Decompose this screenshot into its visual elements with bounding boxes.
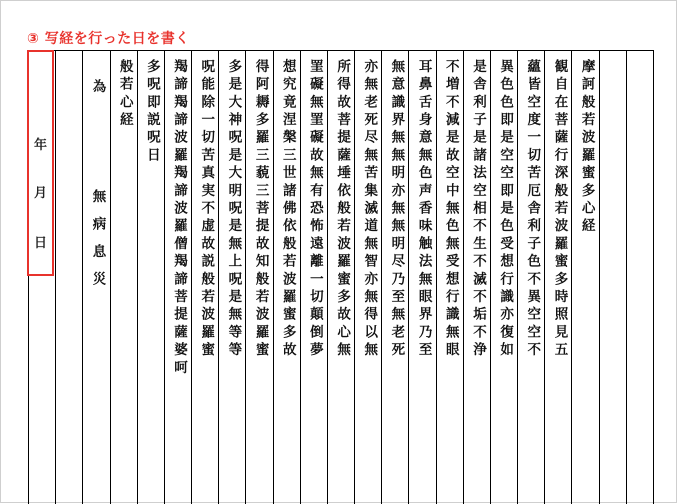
column-text: 観自在菩薩行深般若波羅蜜多時照見五 bbox=[551, 59, 568, 360]
sutra-column bbox=[192, 51, 219, 504]
column-text: 異色色即是空空即是色受想行識亦復如 bbox=[497, 59, 514, 360]
sutra-copy-sheet bbox=[28, 50, 654, 504]
column-text: 般若心経 bbox=[116, 59, 133, 130]
sutra-column bbox=[600, 51, 627, 504]
sutra-column bbox=[464, 51, 491, 504]
sutra-column bbox=[437, 51, 464, 504]
column-text: 不増不減是故空中無色無受想行識無眼 bbox=[442, 59, 459, 360]
sutra-column bbox=[627, 51, 654, 504]
column-text: 羯諦羯諦波羅羯諦波羅僧羯諦菩提薩婆呵 bbox=[171, 59, 188, 378]
sutra-column bbox=[138, 51, 165, 504]
sutra-column bbox=[274, 51, 301, 504]
sutra-column bbox=[382, 51, 409, 504]
day-label: 日 bbox=[33, 236, 47, 251]
sutra-column bbox=[111, 51, 138, 504]
column-text: 得阿耨多羅三藐三菩提故知般若波羅蜜 bbox=[252, 59, 269, 360]
column-text: 所得故菩提薩埵依般若波羅蜜多故心無 bbox=[334, 59, 351, 360]
sutra-column bbox=[409, 51, 436, 504]
sutra-column bbox=[219, 51, 246, 504]
column-text: 想究竟涅槃三世諸佛依般若波羅蜜多故 bbox=[279, 59, 296, 360]
sutra-column bbox=[355, 51, 382, 504]
column-text: 罣礙無罣礙故無有恐怖遠離一切顛倒夢 bbox=[306, 59, 323, 360]
sutra-column bbox=[572, 51, 599, 504]
column-text: 亦無老死尽無苦集滅道無智亦無得以無 bbox=[361, 59, 378, 360]
sutra-column bbox=[56, 51, 83, 504]
sutra-column bbox=[246, 51, 273, 504]
sutra-column bbox=[301, 51, 328, 504]
column-text: 多呪即説呪日 bbox=[143, 59, 160, 166]
sutra-column bbox=[491, 51, 518, 504]
year-label: 年 bbox=[33, 138, 47, 153]
sutra-column bbox=[328, 51, 355, 504]
column-text: 蘊皆空度一切苦厄舎利子色不異空空不 bbox=[524, 59, 541, 360]
column-text: 呪能除一切苦真実不虚故説般若波羅蜜 bbox=[198, 59, 215, 360]
column-text: 摩訶般若波羅蜜多心経 bbox=[578, 59, 595, 236]
column-text: 是舎利子是諸法空相不生不滅不垢不浄 bbox=[469, 59, 486, 360]
column-text: 耳鼻舌身意無色声香味触法無眼界乃至 bbox=[415, 59, 432, 360]
sutra-column bbox=[165, 51, 192, 504]
month-label: 月 bbox=[33, 186, 47, 201]
sutra-column bbox=[83, 51, 110, 504]
column-text: 無意識界無無明亦無無明尽乃至無老死 bbox=[388, 59, 405, 360]
sutra-column bbox=[545, 51, 572, 504]
column-text: 多是大神呪是大明呪是無上呪是無等等 bbox=[225, 59, 242, 360]
sutra-column bbox=[518, 51, 545, 504]
date-entry-box[interactable] bbox=[27, 50, 54, 276]
section-heading: ③ 写経を行った日を書く bbox=[27, 31, 190, 47]
column-text: 為 無病息災 bbox=[89, 79, 106, 299]
